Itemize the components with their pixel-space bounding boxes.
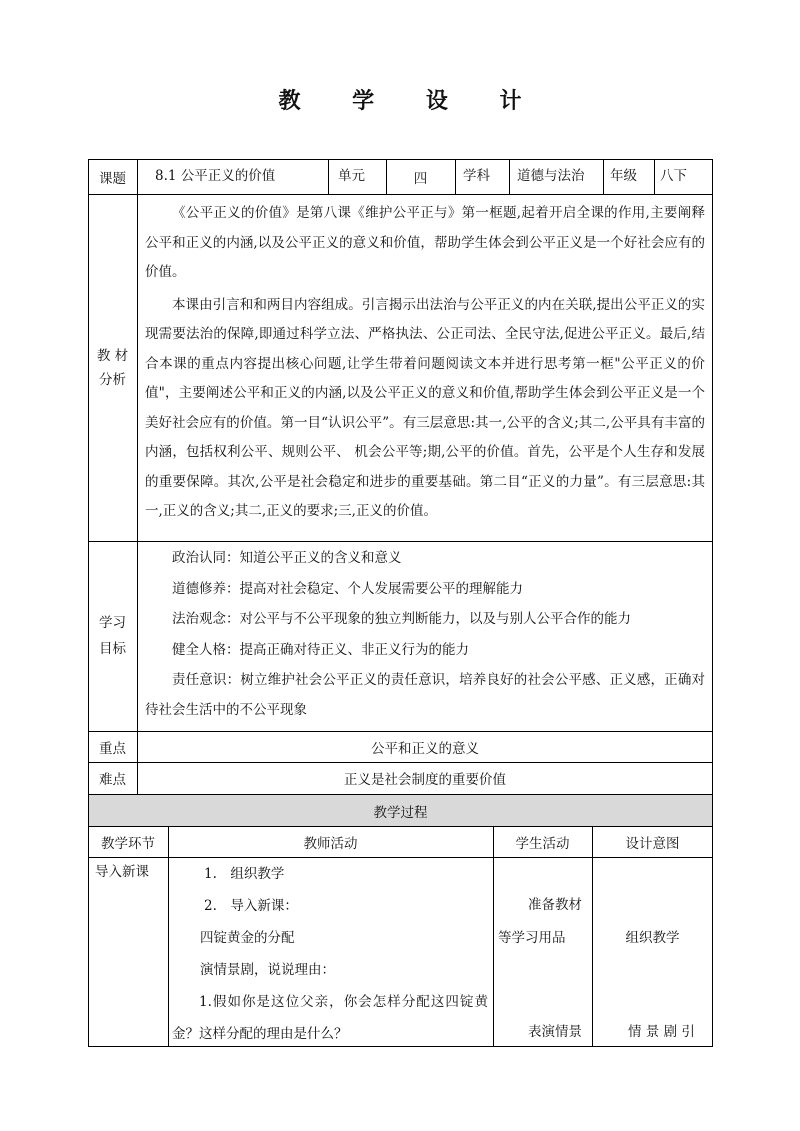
intent-drama-intro: 情 景 剧 引 [628,1024,695,1040]
topic-label: 课题 [99,170,126,187]
analysis-content [145,199,705,527]
stage-intro: 导入新课 [95,864,149,880]
col-teacher-header: 教师活动 [303,835,358,852]
subject-value: 道德与法治 [517,168,585,184]
key-point-label: 重点 [99,740,126,757]
goal-political: 政治认同：知道公平正义的含义和意义 [172,550,402,566]
difficulty-value: 正义是社会制度的重要价值 [344,772,506,788]
topic-value: 8.1 公平正义的价值 [155,168,276,184]
col-student-header: 学生活动 [515,835,570,852]
goal-legal: 法治观念：对公平与不公平现象的独立判断能力，以及与别人公平合作的能力 [172,611,631,627]
student-activity-prep-1: 准备教材 [528,897,582,913]
teacher-activity [172,858,488,1050]
col-intent-header: 设计意图 [625,835,680,852]
student-activity-perform: 表演情景 [528,1024,582,1040]
grade-value: 八下 [660,168,687,184]
teacher-step-2: 2. 导入新课： [204,898,298,914]
teacher-question: 1.假如你是这位父亲，你会怎样分配这四锭黄金？这样分配的理由是什么？ [172,994,488,1042]
page-title: 教 学 设 计 [278,89,544,114]
goals-label [88,541,137,731]
subject-label: 学科 [463,168,490,184]
goal-moral: 道德修养：提高对社会稳定、个人发展需要公平的理解能力 [172,580,523,597]
col-stage-header: 教学环节 [101,835,155,852]
goals-label-line2: 目标 [99,641,126,657]
analysis-paragraph-2: 本课由引言和和两目内容组成。引言揭示出法治与公平正义的内在关联,提出公平正义的实现需要法治的保障,即通过科学立法、严格执法、公正司法、全民守法,促进公平正义。最后,结合本课的重点内容提出核心问题,让学生带着问题阅读文本并进行思考第一框"公平正义的价值"，主要阐述公平和正义的内涵,以及公平正义的意义和价值,帮助学生体会到公平正义是一个美好社会应有的价值。第一目“认识公平”。有三层意思:其一,公平的含义;其二,公平具有丰富的内涵，包括权利公平、规则公平、 机会公平等;期,公平的价值。首先，公平是个人生存和发展的重要保障。其次,公平是社会稳定和进步的重要基础。第二目“正义的力量”。有三层意思:其一,正义的含义;其二,正义的要求;三,正义的价值。 [145,296,705,519]
analysis-label-line2: 分析 [99,371,126,388]
teacher-story-title: 四锭黄金的分配 [200,930,295,946]
unit-label: 单元 [338,168,365,184]
goals-content [145,544,705,725]
analysis-label-line1: 教 材 [96,347,129,364]
process-header: 教学过程 [89,795,712,826]
key-point-value: 公平和正义的意义 [371,740,479,757]
goals-label-line1: 学习 [99,615,126,631]
teacher-instruction: 演情景剧，说说理由： [200,962,335,978]
unit-value: 四 [413,170,428,187]
intent-organize: 组织教学 [625,930,680,946]
analysis-label [88,194,137,541]
grade-label: 年级 [610,168,637,184]
student-activity-prep-2: 等学习用品 [498,930,566,946]
goal-responsibility: 责任意识：树立维护社会公平正义的责任意识，培养良好的社会公平感、正义感，正确对待社会生活中的不公平现象 [145,672,705,718]
goal-personality: 健全人格：提高正确对待正义、非正义行为的能力 [172,641,469,658]
analysis-paragraph-1: 《公平正义的价值》是第八课《维护公平正与》第一框题,起着开启全课的作用,主要阐释公平和正义的内涵,以及公平正义的意义和价值，帮助学生体会到公平正义是一个好社会应有的价值。 [145,205,705,280]
difficulty-label: 难点 [99,772,126,788]
teacher-step-1: 1. 组织教学 [204,866,285,882]
